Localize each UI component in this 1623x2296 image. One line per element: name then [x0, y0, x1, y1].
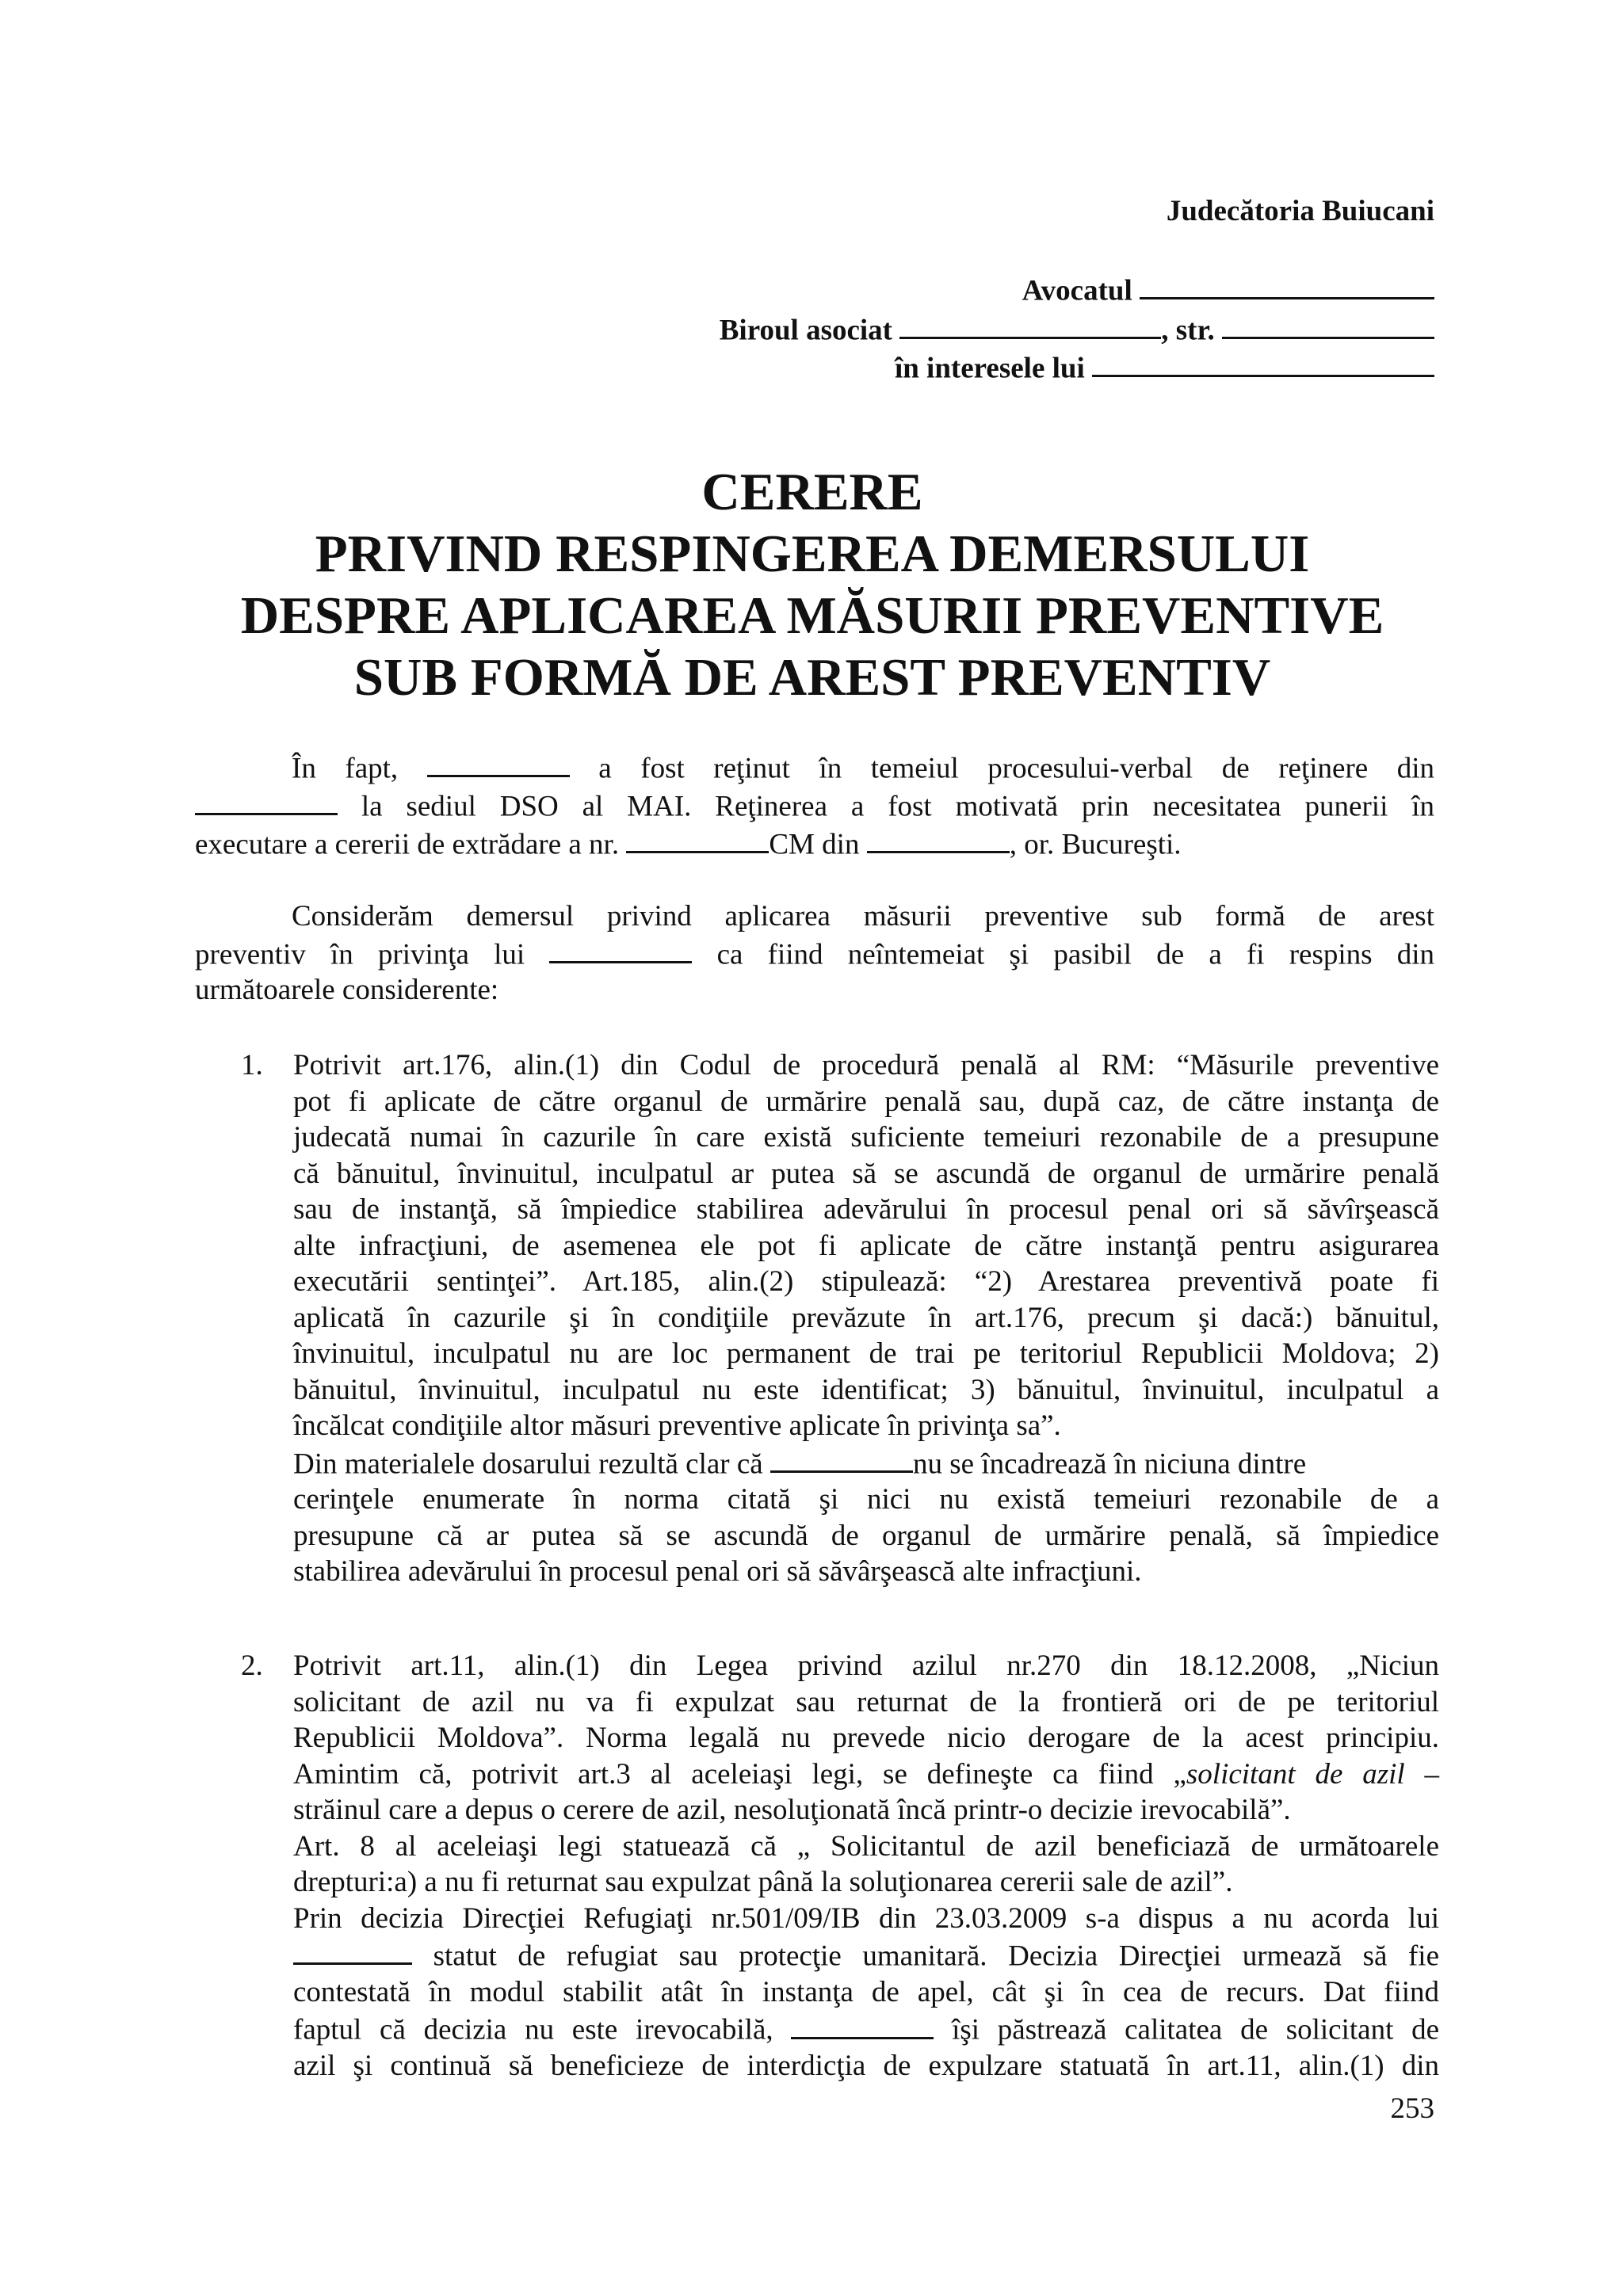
name-blank-5[interactable]	[791, 2010, 934, 2039]
item1-line: încălcat condiţiile altor măsuri preventive aplicate în privinţa sa”.	[293, 1409, 1061, 1442]
item1-line: pot fi aplicate de către organul de urmărire penală sau, după caz, de către instanţa de	[293, 1085, 1439, 1118]
text-span: la sediul DSO al MAI. Reţinerea a fost motivată prin necesitatea punerii în	[361, 790, 1435, 823]
title-line-4: SUB FORMĂ DE AREST PREVENTIV	[353, 648, 1271, 707]
text-span: În fapt,	[292, 752, 399, 785]
text-span: ca fiind neîntemeiat şi pasibil de a fi respins din	[716, 937, 1435, 971]
page-number: 253	[1390, 2092, 1434, 2125]
document-title	[143, 461, 1482, 708]
item1-line: aplicată în cazurile şi în condiţiile prevăzute în art.176, precum şi dacă:) bănuitul,	[293, 1301, 1439, 1334]
date-blank[interactable]	[195, 787, 338, 815]
text-span: –	[1404, 1757, 1440, 1791]
item2-line-with-blank-2	[293, 2010, 1439, 2048]
interest-label: în interesele lui	[894, 352, 1085, 385]
para2-line-3	[195, 972, 1434, 1009]
text-span: executare a cererii de extrădare a nr.	[195, 827, 620, 860]
item1-line: judecată numai în cazurile în care există suficiente temeiuri rezonabile de a presupune	[293, 1121, 1439, 1154]
name-blank-2[interactable]	[549, 935, 692, 963]
item1-line: bănuitul, învinuitul, inculpatul nu este identificat; 3) bănuitul, învinuitul, inculpatul a	[293, 1373, 1439, 1406]
item1-line-with-blank	[293, 1444, 1439, 1482]
name-blank[interactable]	[427, 749, 570, 777]
office-line	[720, 311, 1434, 349]
item1-line: învinuitul, inculpatul nu are loc permanent de trai pe teritoriul Republicii Moldova; 2)	[293, 1337, 1439, 1370]
text-span: nu se încadrează în niciuna dintre	[912, 1447, 1307, 1480]
item1-line: stabilirea adevărului în procesul penal ori să săvârşească alte infracţiuni.	[293, 1555, 1142, 1589]
street-blank[interactable]	[1222, 311, 1434, 339]
para1-line-3	[195, 825, 1434, 863]
item1-line: sau de instanţă, să împiedice stabilirea adevărului în procesul penal ori să săvîrşească	[293, 1193, 1439, 1226]
lawyer-blank[interactable]	[1140, 271, 1434, 299]
para2-line-1	[195, 898, 1434, 935]
item2-line-with-blank	[293, 1936, 1439, 1974]
text-span: următoarele considerente:	[195, 974, 499, 1007]
number-blank[interactable]	[626, 825, 769, 853]
text-span: CM din	[769, 827, 860, 860]
item2-line: Potrivit art.11, alin.(1) din Legea privind azilul nr.270 din 18.12.2008, „Niciun	[293, 1650, 1439, 1682]
text-span: a fost reţinut în temeiul procesului-verbal de reţinere din	[598, 752, 1435, 785]
text-span: Considerăm demersul privind aplicarea măsurii preventive sub formă de arest	[292, 900, 1434, 933]
item2-line-definition	[293, 1756, 1439, 1793]
item1-line: alte infracţiuni, de asemenea ele pot fi aplicate de către instanţă pentru asigurarea	[293, 1229, 1439, 1262]
office-label: Biroul asociat	[719, 314, 892, 347]
lawyer-line	[1022, 271, 1434, 309]
lawyer-label: Avocatul	[1022, 274, 1132, 307]
paragraph-facts	[195, 749, 1434, 862]
text-span: statut de refugiat sau protecţie umanitară. Decizia Direcţiei urmează să fie	[433, 1939, 1440, 1973]
office-blank[interactable]	[899, 311, 1161, 339]
interest-blank[interactable]	[1092, 349, 1434, 377]
para1-line-2	[195, 787, 1434, 825]
name-blank-4[interactable]	[293, 1936, 412, 1965]
text-span: Din materialele dosarului rezultă clar că	[293, 1447, 763, 1480]
court-label: Judecătoria Buiucani	[1166, 195, 1434, 227]
item1-line: că bănuitul, învinuitul, inculpatul ar putea să se ascundă de organul de urmărire penală	[293, 1157, 1439, 1190]
italic-term: solicitant de azil	[1186, 1757, 1405, 1791]
item-number: 2.	[241, 1650, 263, 1682]
interest-line	[895, 349, 1434, 387]
para1-line-1	[195, 749, 1434, 787]
text-span: Amintim că, potrivit art.3 al aceleiaşi legi, se defineşte ca fiind „	[293, 1757, 1186, 1791]
title-line-2: PRIVIND RESPINGEREA DEMERSULUI	[315, 524, 1310, 583]
item1-line: presupune că ar putea să se ascundă de organul de urmărire penală, să împiedice	[293, 1519, 1439, 1552]
item1-line: Potrivit art.176, alin.(1) din Codul de procedură penală al RM: “Măsurile preventive	[293, 1049, 1439, 1081]
item1-line: executării sentinţei”. Art.185, alin.(2) stipulează: “2) Arestarea preventivă poate fi	[293, 1265, 1439, 1298]
item2-line: azil şi continuă să beneficieze de interdicţia de expulzare statuată în art.11, alin.(1) din	[293, 2050, 1439, 2083]
court-name	[1167, 193, 1434, 230]
item2-line: drepturi:a) a nu fi returnat sau expulzat până la soluţionarea cererii sale de azil”.	[293, 1866, 1233, 1898]
item-body	[293, 1047, 1439, 1590]
item2-line: solicitant de azil nu va fi expulzat sau returnat de la frontieră ori de pe teritoriul	[293, 1685, 1439, 1718]
item2-line: străinul care a depus o cerere de azil, nesoluţionată încă printr-o decizie irevocabilă”.	[293, 1794, 1291, 1826]
item1-line: cerinţele enumerate în norma citată şi nici nu există temeiuri rezonabile de a	[293, 1483, 1439, 1516]
name-blank-3[interactable]	[770, 1444, 913, 1473]
item2-line: Art. 8 al aceleiaşi legi statuează că „ Solicitantul de azil beneficiază de următoarele	[293, 1829, 1439, 1863]
street-label: , str.	[1161, 314, 1215, 347]
item2-line: contestată în modul stabilit atât în instanţa de apel, cât şi în cea de recurs. Dat fiind	[293, 1975, 1439, 2008]
text-span: îşi păstrează calitatea de solicitant de	[952, 2013, 1440, 2046]
para2-line-2	[195, 935, 1434, 973]
title-line-3: DESPRE APLICAREA MĂSURII PREVENTIVE	[240, 586, 1384, 645]
item-body	[293, 1648, 1439, 2084]
text-span: , or. Bucureşti.	[1009, 827, 1182, 860]
text-span: preventiv în privinţa lui	[195, 937, 525, 971]
item2-line: Prin decizia Direcţiei Refugiaţi nr.501/09/IB din 23.03.2009 s-a dispus a nu acorda lui	[293, 1901, 1439, 1935]
item-number: 1.	[241, 1049, 263, 1081]
paragraph-consideration	[195, 898, 1434, 1009]
text-span: faptul că decizia nu este irevocabilă,	[293, 2013, 773, 2046]
date-blank-2[interactable]	[867, 825, 1010, 853]
item2-line: Republicii Moldova”. Norma legală nu prevede nicio derogare de la acest principiu.	[293, 1722, 1439, 1754]
title-line-1: CERERE	[701, 463, 923, 521]
